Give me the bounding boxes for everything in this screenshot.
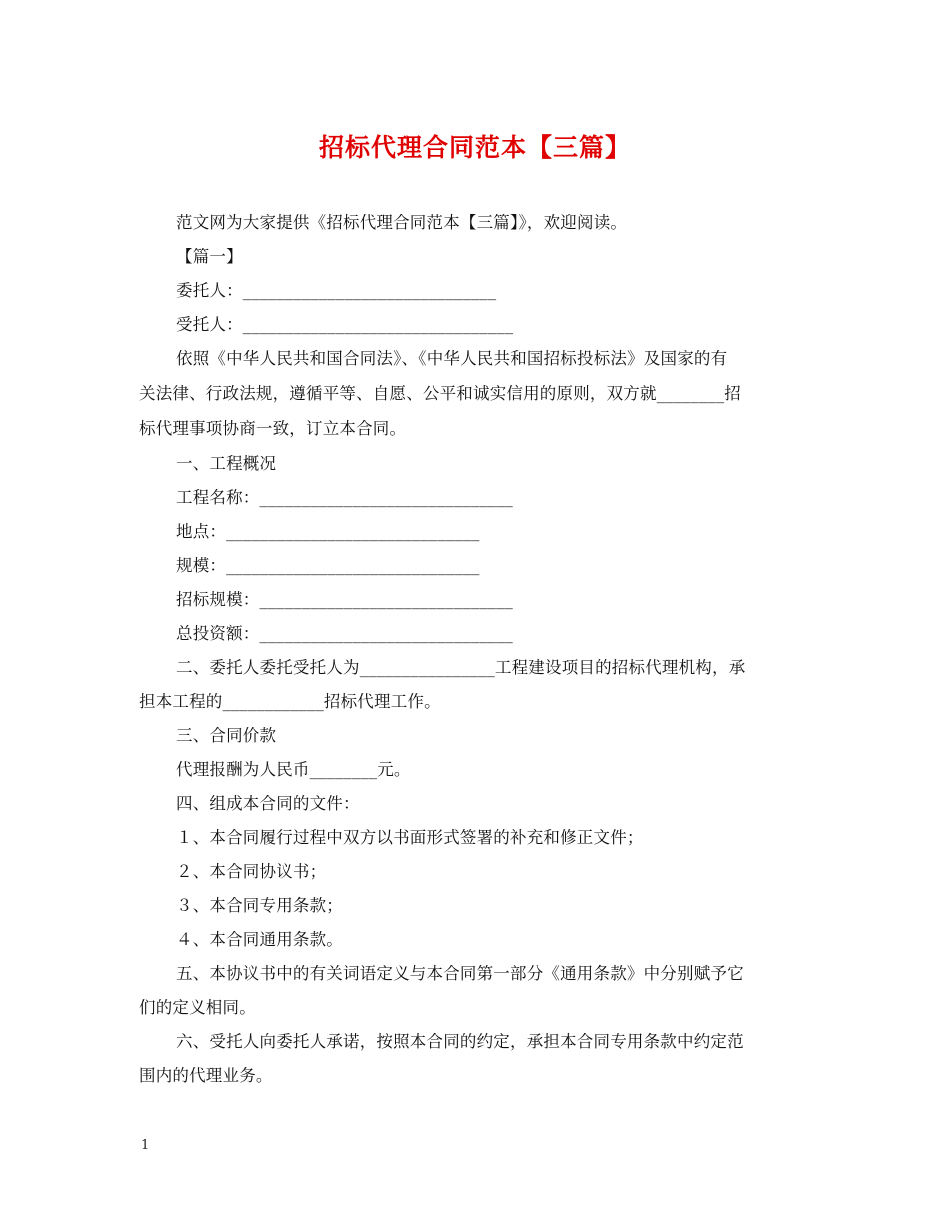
paragraph-line: 地点：______________________________ <box>176 522 480 541</box>
paragraph-line: ３、本合同专用条款； <box>176 896 343 915</box>
paragraph-line: 六、受托人向委托人承诺，按照本合同的约定，承担本合同专用条款中约定范 <box>176 1032 744 1051</box>
paragraph-line: 四、组成本合同的文件： <box>176 794 360 813</box>
paragraph-line: ４、本合同通用条款。 <box>176 930 343 949</box>
paragraph-line: 担本工程的____________招标代理工作。 <box>139 692 441 711</box>
paragraph-line: 围内的代理业务。 <box>139 1066 273 1085</box>
paragraph-line: ２、本合同协议书； <box>176 862 327 881</box>
paragraph-line: 标代理事项协商一致，订立本合同。 <box>139 419 407 438</box>
paragraph-line: 关法律、行政法规，遵循平等、自愿、公平和诚实信用的原则，双方就________招 <box>139 384 741 403</box>
paragraph-line: 们的定义相同。 <box>139 998 256 1017</box>
paragraph-line: 二、委托人委托受托人为________________工程建设项目的招标代理机构，承 <box>176 658 746 677</box>
page-number: 1 <box>141 1138 150 1153</box>
paragraph-line: 工程名称：______________________________ <box>176 488 513 507</box>
paragraph-line: 委托人：______________________________ <box>176 281 497 300</box>
paragraph-line: 三、合同价款 <box>176 726 277 745</box>
document-title: 招标代理合同范本【三篇】 <box>318 133 631 162</box>
paragraph-line: 【篇一】 <box>176 247 243 266</box>
paragraph-line: 范文网为大家提供《招标代理合同范本【三篇】》，欢迎阅读。 <box>176 213 628 232</box>
paragraph-line: 代理报酬为人民币________元。 <box>176 760 411 779</box>
paragraph-line: １、本合同履行过程中双方以书面形式签署的补充和修正文件； <box>176 828 644 847</box>
paragraph-line: 受托人：________________________________ <box>176 315 514 334</box>
paragraph-line: 总投资额：______________________________ <box>176 624 513 643</box>
paragraph-line: 五、本协议书中的有关词语定义与本合同第一部分《通用条款》中分别赋予它 <box>176 964 744 983</box>
paragraph-line: 规模：______________________________ <box>176 556 480 575</box>
paragraph-line: 一、工程概况 <box>176 454 277 473</box>
paragraph-line: 招标规模：______________________________ <box>176 590 513 609</box>
paragraph-line: 依照《中华人民共和国合同法》、《中华人民共和国招标投标法》及国家的有 <box>176 349 728 368</box>
